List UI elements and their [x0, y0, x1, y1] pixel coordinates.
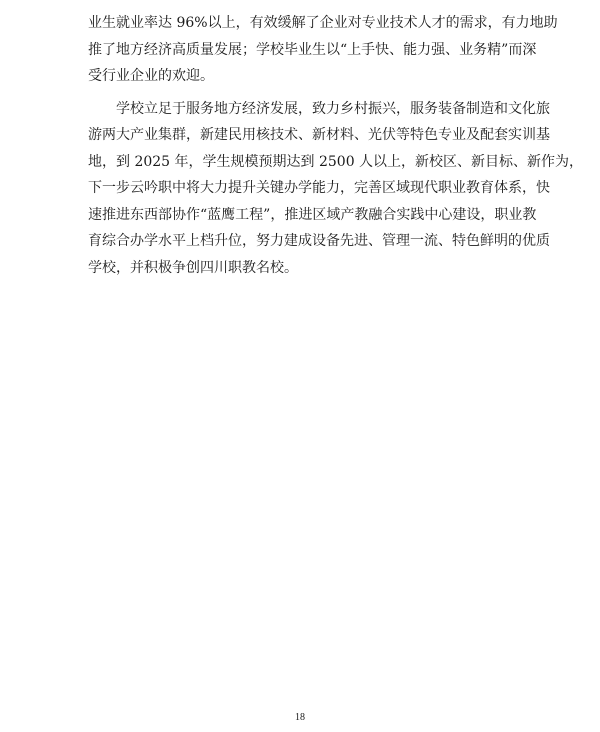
text-line: 受行业企业的欢迎。 — [88, 68, 214, 84]
text-line: 学校，并积极争创四川职教名校。 — [88, 259, 298, 276]
paragraph-employment — [88, 10, 558, 90]
paragraph-development — [88, 96, 584, 282]
body-text — [88, 10, 584, 281]
text-line: 游两大产业集群，新建民用核技术、新材料、光伏等特色专业及配套实训基 — [88, 127, 550, 143]
page-number: 18 — [295, 712, 305, 723]
text-line: 推了地方经济高质量发展；学校毕业生以“上手快、能力强、业务精”而深 — [88, 41, 537, 58]
text-line: 育综合办学水平上档升位，努力建成设备先进、管理一流、特色鲜明的优质 — [88, 233, 550, 249]
text-line: 学校立足于服务地方经济发展，致力乡村振兴，服务装备制造和文化旅 — [88, 100, 550, 117]
text-line: 下一步云吟职中将大力提升关键办学能力，完善区域现代职业教育体系，快 — [88, 180, 550, 196]
text-line: 地，到 2025 年，学生规模预期达到 2500 人以上，新校区、新目标、新作为， — [88, 153, 584, 170]
text-line: 速推进东西部协作“蓝鹰工程”，推进区域产教融合实践中心建设，职业教 — [88, 206, 537, 223]
text-line: 业生就业率达 96%以上，有效缓解了企业对专业技术人才的需求，有力地助 — [88, 15, 558, 31]
